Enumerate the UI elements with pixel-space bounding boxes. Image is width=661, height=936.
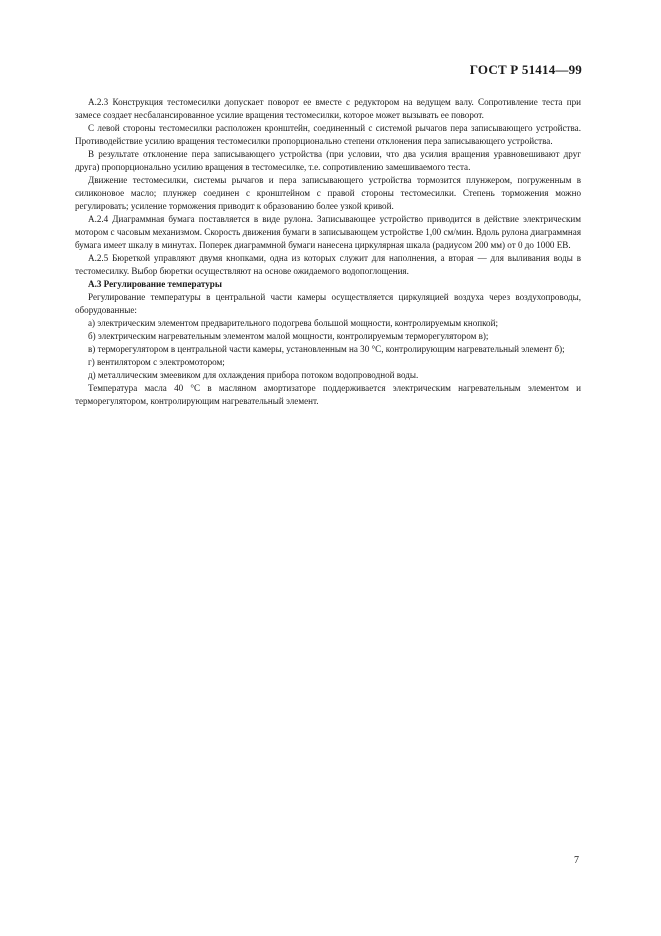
document-header: ГОСТ Р 51414—99: [469, 62, 582, 77]
paragraph-a-2-3: А.2.3 Конструкция тестомесилки допускает поворот ее вместе с редуктором на ведущем валу. Сопротивление теста при замесе создает несбалансированное усилие вращения тестомесилки, которое может вызывать ее поворот.: [75, 97, 581, 120]
paragraph-temperature-intro: Регулирование температуры в центральной части камеры осуществляется циркуляцией воздуха через воздухопроводы, оборудованные:: [75, 292, 581, 315]
list-item-v: в) терморегулятором в центральной части камеры, установленным на 30 °С, контролирующим нагревательный элемент б);: [88, 344, 565, 354]
page-number: 7: [574, 855, 579, 866]
paragraph-a-2-4: А.2.4 Диаграммная бумага поставляется в виде рулона. Записывающее устройство приводится в действие электрическим мотором с часовым механизмом. Скорость движения бумаги в записывающем устройстве 1,00 см/мин. Вдоль рулона диаграммная бумага имеет шкалу в минутах. Поперек диаграммной бумаги нанесена циркулярная шкала (радиусом 200 мм) от 0 до 1000 ЕВ.: [75, 214, 581, 250]
section-heading-a-3: А.3 Регулирование температуры: [88, 279, 222, 289]
list-item-b: б) электрическим нагревательным элементом малой мощности, контролируемым терморегулятором в);: [88, 331, 489, 341]
paragraph-oil-temperature: Температура масла 40 °С в масляном амортизаторе поддерживается электрическим нагревательным элементом и терморегулятором, контролирующим нагревательный элемент.: [75, 383, 581, 406]
list-item-d: д) металлическим змеевиком для охлаждения прибора потоком водопроводной воды.: [88, 370, 419, 380]
paragraph-pen-deflection: В результате отклонение пера записывающего устройства (при условии, что два усилия вращения уравновешивают друг друга) пропорционально усилию вращения в тестомесилке, т.е. сопротивлению замешиваемого теста.: [75, 149, 581, 172]
document-body: [75, 96, 581, 408]
paragraph-bracket: С левой стороны тестомесилки расположен кронштейн, соединенный с системой рычагов пера записывающего устройства. Противодействие усилию вращения тестомесилки пропорционально степени отклонения пера записывающего устройства.: [75, 123, 581, 146]
paragraph-a-2-5: А.2.5 Бюреткой управляют двумя кнопками, одна из которых служит для наполнения, а вторая — для выливания воды в тестомесилку. Выбор бюретки осуществляют на основе ожидаемого водопоглощения.: [75, 253, 581, 276]
paragraph-damping: Движение тестомесилки, системы рычагов и пера записывающего устройства тормозится плунжером, погруженным в силиконовое масло; плунжер соединен с кронштейном с правой стороны тестомесилки. Степень торможения можно регулировать; усиление торможения приводит к образованию более узкой кривой.: [75, 175, 581, 211]
list-item-g: г) вентилятором с электромотором;: [88, 357, 225, 367]
list-item-a: а) электрическим элементом предварительного подогрева большой мощности, контролируемым кнопкой;: [88, 318, 498, 328]
